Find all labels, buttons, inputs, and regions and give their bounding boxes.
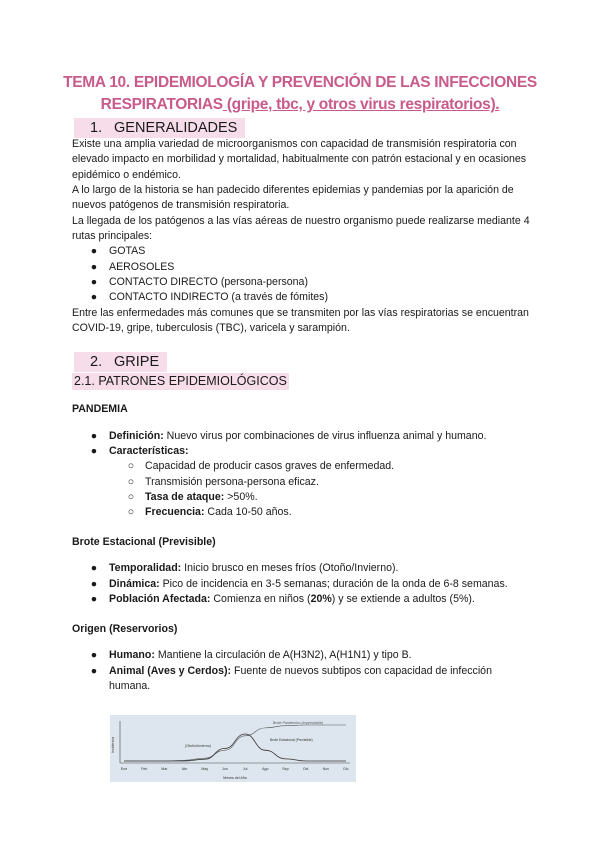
paragraph-intro: Existe una amplia variedad de microorganismos con capacidad de transmisión respiratoria con elevado impacto en morbilidad y mortalidad, habitualmente con patrón estacional y en ocasiones epidémico o endémico. — [72, 138, 527, 181]
section-number: 1. — [90, 120, 103, 136]
x-tick-label: Nov — [322, 767, 330, 771]
sub-list-item: ○ Frecuencia: Cada 10-50 años. — [127, 506, 292, 518]
list-item: ● Población Afectada: Comienza en niños (20%) y se extiende a adultos (5%). — [90, 593, 475, 605]
list-item: ● Características: — [90, 445, 189, 457]
chart-svg — [110, 715, 356, 782]
brote-heading: Brote Estacional (Previsible) — [72, 536, 216, 548]
sub-list-item: ○ Tasa de ataque: >50%. — [127, 491, 258, 503]
series-line-pandemic — [124, 725, 346, 761]
epidemic-curve-chart — [110, 715, 356, 782]
list-item: ● AEROSOLES — [90, 261, 175, 273]
paragraph-routes: La llegada de los patógenos a las vías aéreas de nuestro organismo puede realizarse mediante 4 rutas principales: — [72, 215, 530, 243]
pandemia-heading: PANDEMIA — [72, 403, 128, 415]
list-item: ● Dinámica: Pico de incidencia en 3-5 semanas; duración de la onda de 6-8 semanas. — [90, 578, 508, 590]
x-tick-label: Ago — [262, 767, 269, 771]
section-heading-generalidades — [74, 118, 245, 138]
subsection-heading: 2.1. PATRONES EPIDEMIOLÓGICOS — [74, 374, 287, 388]
x-tick-label: Abr — [181, 767, 188, 771]
section-number: 2. — [90, 354, 103, 370]
x-axis-label: Meses del Año — [223, 776, 247, 780]
list-item: ● Humano: Mantiene la circulación de A(H3N2), A(H1N1) y tipo B. — [90, 649, 412, 661]
origen-heading: Origen (Reservorios) — [72, 623, 178, 635]
list-item: ● GOTAS — [90, 245, 146, 257]
section-title: GRIPE — [114, 354, 160, 370]
list-item: ● CONTACTO INDIRECTO (a través de fómites) — [90, 291, 328, 303]
x-tick-label: Sep — [282, 767, 289, 771]
section-title: GENERALIDADES — [114, 120, 238, 136]
annotation-seasonal: Brote Estacional (Previsible) — [270, 738, 313, 742]
section-heading-gripe — [74, 352, 167, 372]
list-item: ● Animal (Aves y Cerdos): Fuente de nuevos subtipos con capacidad de infección humana. — [90, 665, 492, 693]
x-tick-label: Mar — [161, 767, 168, 771]
x-tick-labels — [121, 767, 349, 771]
x-tick-label: May — [201, 767, 209, 771]
y-axis-label: Incidencia — [111, 736, 115, 754]
list-item: ● Temporalidad: Inicio brusco en meses fríos (Otoño/Invierno). — [90, 562, 399, 574]
x-tick-label: Jun — [222, 767, 228, 771]
x-tick-label: Feb — [141, 767, 148, 771]
annotation-otono: (Otoño/Invierno) — [185, 744, 211, 748]
series-line-seasonal — [124, 734, 346, 761]
list-item: ● Definición: Nuevo virus por combinaciones de virus influenza animal y humano. — [90, 430, 487, 442]
sub-list-item: ○ Capacidad de producir casos graves de enfermedad. — [127, 460, 395, 472]
doc-title-line1: TEMA 10. EPIDEMIOLOGÍA Y PREVENCIÓN DE LAS INFECCIONES — [63, 74, 537, 91]
list-item: ● CONTACTO DIRECTO (persona-persona) — [90, 276, 308, 288]
x-tick-label: Ene — [120, 767, 128, 771]
series-lines — [124, 725, 346, 761]
title-respiratorias: RESPIRATORIAS — [100, 96, 223, 113]
x-tick-label: Oct — [302, 767, 309, 771]
x-tick-label: Dic — [343, 767, 349, 771]
doc-title-line2 — [60, 95, 540, 115]
x-tick-label: Jul — [242, 767, 248, 771]
paragraph-diseases: Entre las enfermedades más comunes que se transmiten por las vías respiratorias se encuentran COVID-19, gripe, tuberculosis (TBC), varicela y sarampión. — [72, 307, 529, 335]
sub-list-item: ○ Transmisión persona-persona eficaz. — [127, 476, 319, 488]
annotation-pandemic: Brote Pandémico (Imprevisible) — [272, 721, 324, 725]
title-subtitle: (gripe, tbc, y otros virus respiratorios). — [222, 96, 500, 113]
paragraph-history: A lo largo de la historia se han padecido diferentes epidemias y pandemias por la aparición de nuevos patógenos de transmisión respiratoria. — [72, 184, 514, 212]
